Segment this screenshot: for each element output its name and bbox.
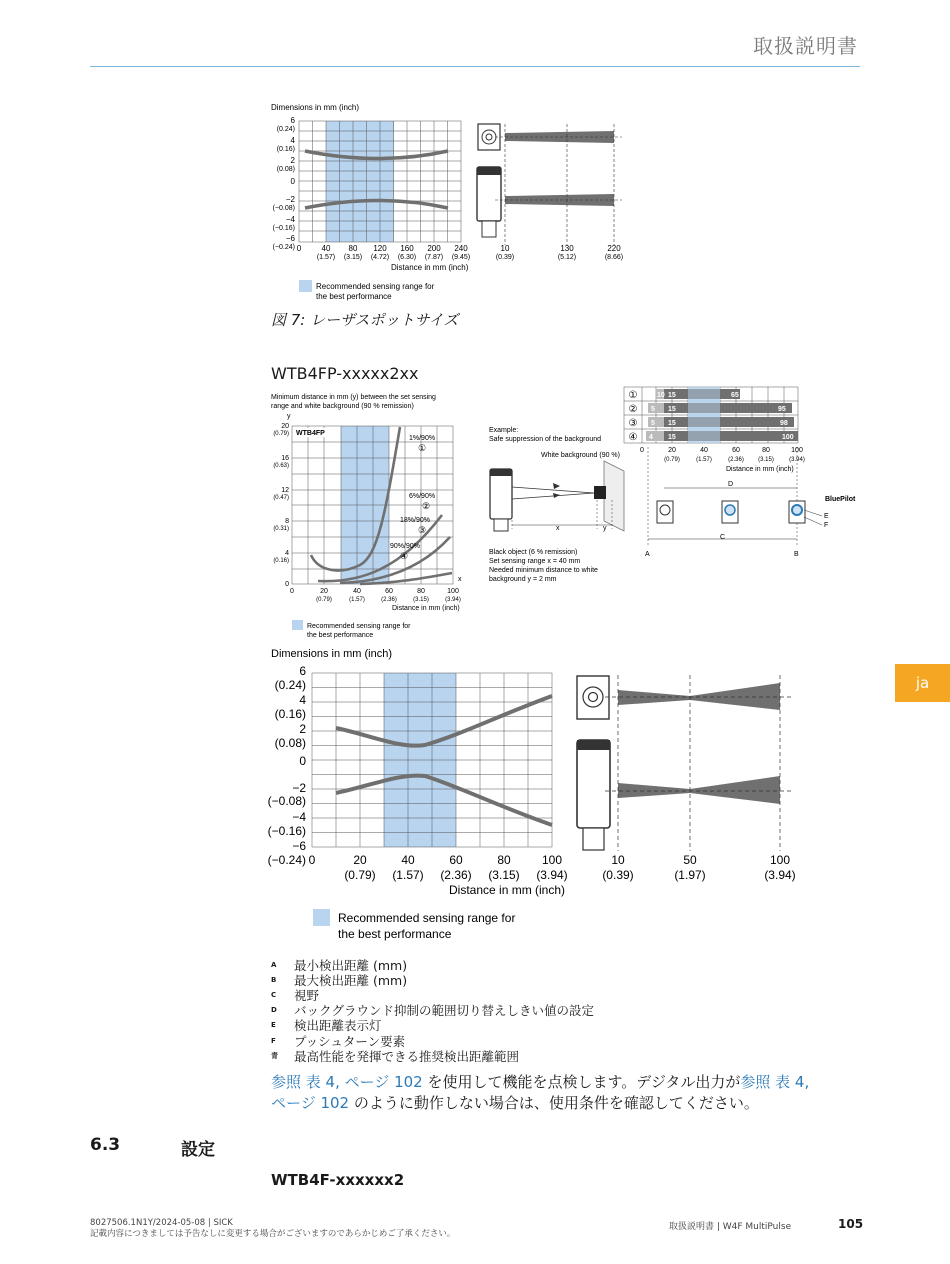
svg-text:130: 130 <box>560 244 574 253</box>
svg-text:Minimum distance in mm (y) bet: Minimum distance in mm (y) between the set sensing <box>271 394 436 401</box>
svg-text:(−0.24): (−0.24) <box>272 244 295 251</box>
svg-text:60: 60 <box>385 588 393 595</box>
svg-text:background y = 2 mm: background y = 2 mm <box>489 576 557 583</box>
svg-text:(2.36): (2.36) <box>381 597 397 603</box>
svg-text:y: y <box>287 413 291 420</box>
svg-text:220: 220 <box>607 244 621 253</box>
svg-text:(1.57): (1.57) <box>316 254 336 261</box>
svg-text:(0.08): (0.08) <box>276 166 295 173</box>
svg-text:0: 0 <box>640 447 644 454</box>
legend-item: E 検出距離表示灯 <box>271 1018 382 1034</box>
svg-text:(9.45): (9.45) <box>451 254 471 261</box>
svg-text:(−0.16): (−0.16) <box>272 225 295 232</box>
footer-doc-title: 取扱説明書 | W4F MultiPulse <box>669 1222 792 1232</box>
svg-text:C: C <box>720 534 726 541</box>
svg-text:80: 80 <box>497 853 511 867</box>
svg-text:80: 80 <box>762 447 770 454</box>
svg-text:x: x <box>556 525 560 532</box>
svg-text:④: ④ <box>628 432 638 443</box>
svg-text:(0.24): (0.24) <box>274 678 306 692</box>
svg-text:0: 0 <box>299 754 306 768</box>
svg-text:5: 5 <box>651 420 655 427</box>
svg-text:②: ② <box>422 501 431 511</box>
fig8-range-table <box>624 387 805 473</box>
svg-text:①: ① <box>418 443 427 453</box>
svg-text:the best performance: the best performance <box>307 632 374 639</box>
svg-text:20: 20 <box>353 853 367 867</box>
svg-text:5: 5 <box>651 406 655 413</box>
svg-text:60: 60 <box>449 853 463 867</box>
svg-text:(−0.08): (−0.08) <box>267 794 306 808</box>
svg-text:②: ② <box>628 404 638 415</box>
svg-text:(1.57): (1.57) <box>349 597 365 603</box>
svg-text:(6.30): (6.30) <box>397 254 417 261</box>
section-title-wtb4fp: WTB4FP-xxxxx2xx <box>271 364 419 383</box>
svg-text:White background (90 %): White background (90 %) <box>541 452 620 459</box>
legend-item: F プッシュターン要素 <box>271 1033 406 1049</box>
svg-text:(3.15): (3.15) <box>343 254 363 261</box>
svg-text:6: 6 <box>299 664 306 678</box>
key-legend <box>271 957 831 1063</box>
svg-text:120: 120 <box>373 244 387 253</box>
svg-text:y: y <box>603 525 607 532</box>
svg-text:the best performance: the best performance <box>316 292 392 301</box>
svg-text:④: ④ <box>400 551 409 561</box>
svg-text:−6: −6 <box>292 839 306 853</box>
svg-text:(7.87): (7.87) <box>424 254 444 261</box>
svg-text:15: 15 <box>668 434 676 441</box>
svg-text:(3.94): (3.94) <box>445 597 461 603</box>
svg-text:100: 100 <box>782 434 794 441</box>
svg-text:−4: −4 <box>292 810 306 824</box>
svg-text:15: 15 <box>668 392 676 399</box>
svg-text:160: 160 <box>400 244 414 253</box>
svg-text:−4: −4 <box>285 215 295 224</box>
svg-text:10: 10 <box>500 244 510 253</box>
svg-text:(3.15): (3.15) <box>413 597 429 603</box>
svg-text:−2: −2 <box>292 781 306 795</box>
svg-text:80: 80 <box>348 244 358 253</box>
svg-text:−2: −2 <box>285 195 295 204</box>
svg-text:6%/90%: 6%/90% <box>409 493 436 500</box>
svg-text:③: ③ <box>628 418 638 429</box>
svg-text:(1.57): (1.57) <box>392 868 424 882</box>
figure-9-spot-size <box>0 645 950 945</box>
fig7-plot-area <box>299 121 461 242</box>
svg-text:(0.16): (0.16) <box>273 558 289 564</box>
svg-text:40: 40 <box>353 588 361 595</box>
svg-text:Needed minimum distance to whi: Needed minimum distance to white <box>489 567 598 574</box>
svg-text:0: 0 <box>308 853 316 867</box>
svg-text:(0.08): (0.08) <box>274 736 306 750</box>
svg-text:Black object (6 % remission): Black object (6 % remission) <box>489 549 578 556</box>
svg-text:(3.94): (3.94) <box>789 457 805 463</box>
svg-text:65: 65 <box>731 392 739 399</box>
svg-text:Safe suppression of the backgr: Safe suppression of the background <box>489 436 602 443</box>
svg-text:Recommended sensing range for: Recommended sensing range for <box>316 282 435 291</box>
check-instructions: 参照 表 4, ページ 102 を使用して機能を点検します。デジタル出力が参照 表 4, ページ 102 のように動作しない場合は、使用条件を確認してください。 <box>271 1073 810 1112</box>
svg-text:(0.47): (0.47) <box>273 495 289 501</box>
svg-text:1%/90%: 1%/90% <box>409 435 436 442</box>
svg-text:(0.31): (0.31) <box>273 526 289 532</box>
page-number: 105 <box>838 1217 864 1231</box>
svg-text:(−0.24): (−0.24) <box>267 853 306 867</box>
svg-text:(3.15): (3.15) <box>488 868 520 882</box>
section-number: 6.3 <box>90 1135 121 1155</box>
svg-text:−6: −6 <box>285 234 295 243</box>
svg-text:D: D <box>728 481 734 488</box>
svg-text:20: 20 <box>281 423 289 430</box>
fig8-example-drawing <box>490 461 624 531</box>
legend-item: B 最大検出距離 (mm) <box>271 972 408 988</box>
svg-text:(0.79): (0.79) <box>344 868 376 882</box>
svg-text:95: 95 <box>778 406 786 413</box>
fig7-xlabel: Distance in mm (inch) <box>391 263 469 272</box>
svg-text:2: 2 <box>290 156 295 165</box>
svg-text:10: 10 <box>611 853 625 867</box>
svg-text:4: 4 <box>649 434 653 441</box>
svg-text:100: 100 <box>791 447 803 454</box>
svg-text:(2.36): (2.36) <box>728 457 744 463</box>
section-title: 設定 <box>181 1140 215 1160</box>
figure-7-caption: 図 7: レーザスポットサイズ <box>271 311 459 329</box>
fig7-ytitle: Dimensions in mm (inch) <box>271 103 360 112</box>
svg-text:4: 4 <box>290 136 295 145</box>
svg-text:0: 0 <box>290 588 294 595</box>
svg-text:③: ③ <box>418 525 427 535</box>
svg-text:(−0.08): (−0.08) <box>272 205 295 212</box>
svg-text:240: 240 <box>454 244 468 253</box>
svg-text:Example:: Example: <box>489 427 519 434</box>
svg-text:(5.12): (5.12) <box>557 254 577 261</box>
svg-text:F: F <box>824 522 829 529</box>
svg-text:15: 15 <box>668 406 676 413</box>
svg-text:80: 80 <box>417 588 425 595</box>
svg-text:x: x <box>458 576 462 583</box>
legend-item: A 最小検出距離 (mm) <box>271 957 408 973</box>
svg-text:(0.63): (0.63) <box>273 463 289 469</box>
svg-text:10: 10 <box>657 392 665 399</box>
svg-text:Distance in mm (inch): Distance in mm (inch) <box>726 466 794 473</box>
svg-text:40: 40 <box>401 853 415 867</box>
svg-text:200: 200 <box>427 244 441 253</box>
svg-text:(−0.16): (−0.16) <box>267 824 306 838</box>
footer-left: 8027506.1N1Y/2024-05-08 | SICK 記載内容につきましては予告なしに変更する場合がございますのであらかじめご了承ください。 <box>90 1218 456 1239</box>
svg-text:Dimensions in mm (inch): Dimensions in mm (inch) <box>271 648 393 660</box>
svg-text:(0.79): (0.79) <box>664 457 680 463</box>
svg-text:(0.79): (0.79) <box>273 431 289 437</box>
svg-text:0: 0 <box>285 581 289 588</box>
svg-text:the best performance: the best performance <box>338 927 452 941</box>
svg-text:(2.36): (2.36) <box>440 868 472 882</box>
svg-text:B: B <box>794 551 799 558</box>
table-4-link[interactable]: 参照 表 4, ページ 102 <box>271 1073 423 1091</box>
svg-text:(3.94): (3.94) <box>764 868 796 882</box>
svg-text:(0.16): (0.16) <box>274 707 306 721</box>
svg-text:50: 50 <box>683 853 697 867</box>
svg-text:①: ① <box>628 390 638 401</box>
svg-text:BluePilot: BluePilot <box>825 496 856 503</box>
svg-text:2: 2 <box>299 722 306 736</box>
svg-text:(3.15): (3.15) <box>758 457 774 463</box>
svg-text:Set sensing range x = 40 mm: Set sensing range x = 40 mm <box>489 558 581 565</box>
svg-text:40: 40 <box>321 244 331 253</box>
legend-item: D バックグラウンド抑制の範囲切り替えしきい値の設定 <box>271 1003 595 1019</box>
figure-8-background-suppression <box>0 385 950 645</box>
svg-text:12: 12 <box>281 487 289 494</box>
svg-text:100: 100 <box>541 853 563 867</box>
svg-text:(4.72): (4.72) <box>370 254 390 261</box>
svg-text:(8.66): (8.66) <box>604 254 624 261</box>
fig9-legend-swatch <box>313 909 330 926</box>
svg-text:0: 0 <box>290 177 295 186</box>
svg-text:(0.39): (0.39) <box>602 868 634 882</box>
fig7-range-band <box>326 121 394 242</box>
svg-text:18%/90%: 18%/90% <box>400 517 430 524</box>
svg-text:100: 100 <box>447 588 459 595</box>
svg-text:4: 4 <box>285 550 289 557</box>
svg-text:range and white background (90: range and white background (90 % remission) <box>271 403 414 410</box>
svg-text:90%/90%: 90%/90% <box>390 543 420 550</box>
language-tab[interactable]: ja <box>895 664 950 702</box>
svg-text:98: 98 <box>780 420 788 427</box>
table-4-link-2[interactable]: 参照 表 4, <box>740 1073 810 1091</box>
svg-text:(3.94): (3.94) <box>536 868 568 882</box>
fig8-legend-swatch <box>292 620 303 630</box>
table-4-link-2-page[interactable]: ページ 102 <box>271 1094 350 1112</box>
svg-text:Recommended sensing range for: Recommended sensing range for <box>338 911 516 925</box>
svg-text:6: 6 <box>290 116 295 125</box>
legend-item: 青 最高性能を発揮できる推奨検出距離範囲 <box>271 1048 520 1064</box>
legend-item: C 視野 <box>271 987 320 1003</box>
svg-text:A: A <box>645 551 650 558</box>
header-title: 取扱説明書 <box>753 34 858 58</box>
svg-text:20: 20 <box>668 447 676 454</box>
svg-text:(1.97): (1.97) <box>674 868 706 882</box>
svg-text:0: 0 <box>296 244 302 253</box>
svg-text:Distance in mm (inch): Distance in mm (inch) <box>449 883 566 897</box>
fig8-model-label: WTB4FP <box>296 430 325 437</box>
svg-text:E: E <box>824 513 829 520</box>
svg-text:16: 16 <box>281 455 289 462</box>
svg-text:40: 40 <box>700 447 708 454</box>
fig7-sensor-drawing <box>477 124 622 245</box>
svg-text:8: 8 <box>285 518 289 525</box>
svg-text:Distance in mm (inch): Distance in mm (inch) <box>392 605 460 612</box>
svg-text:(0.39): (0.39) <box>495 254 515 261</box>
subsection-title: WTB4F-xxxxxx2 <box>271 1171 405 1189</box>
svg-text:60: 60 <box>732 447 740 454</box>
svg-text:15: 15 <box>668 420 676 427</box>
fig9-sensor-drawing <box>577 675 792 851</box>
svg-text:20: 20 <box>320 588 328 595</box>
svg-text:(0.24): (0.24) <box>276 126 295 133</box>
figure-7-laser-spot <box>0 0 950 330</box>
fig7-legend-swatch <box>299 280 312 292</box>
svg-text:(1.57): (1.57) <box>696 457 712 463</box>
svg-text:(0.79): (0.79) <box>316 597 332 603</box>
svg-text:Recommended sensing range for: Recommended sensing range for <box>307 623 411 630</box>
svg-text:4: 4 <box>299 693 306 707</box>
svg-text:100: 100 <box>769 853 791 867</box>
svg-text:(0.16): (0.16) <box>276 146 295 153</box>
